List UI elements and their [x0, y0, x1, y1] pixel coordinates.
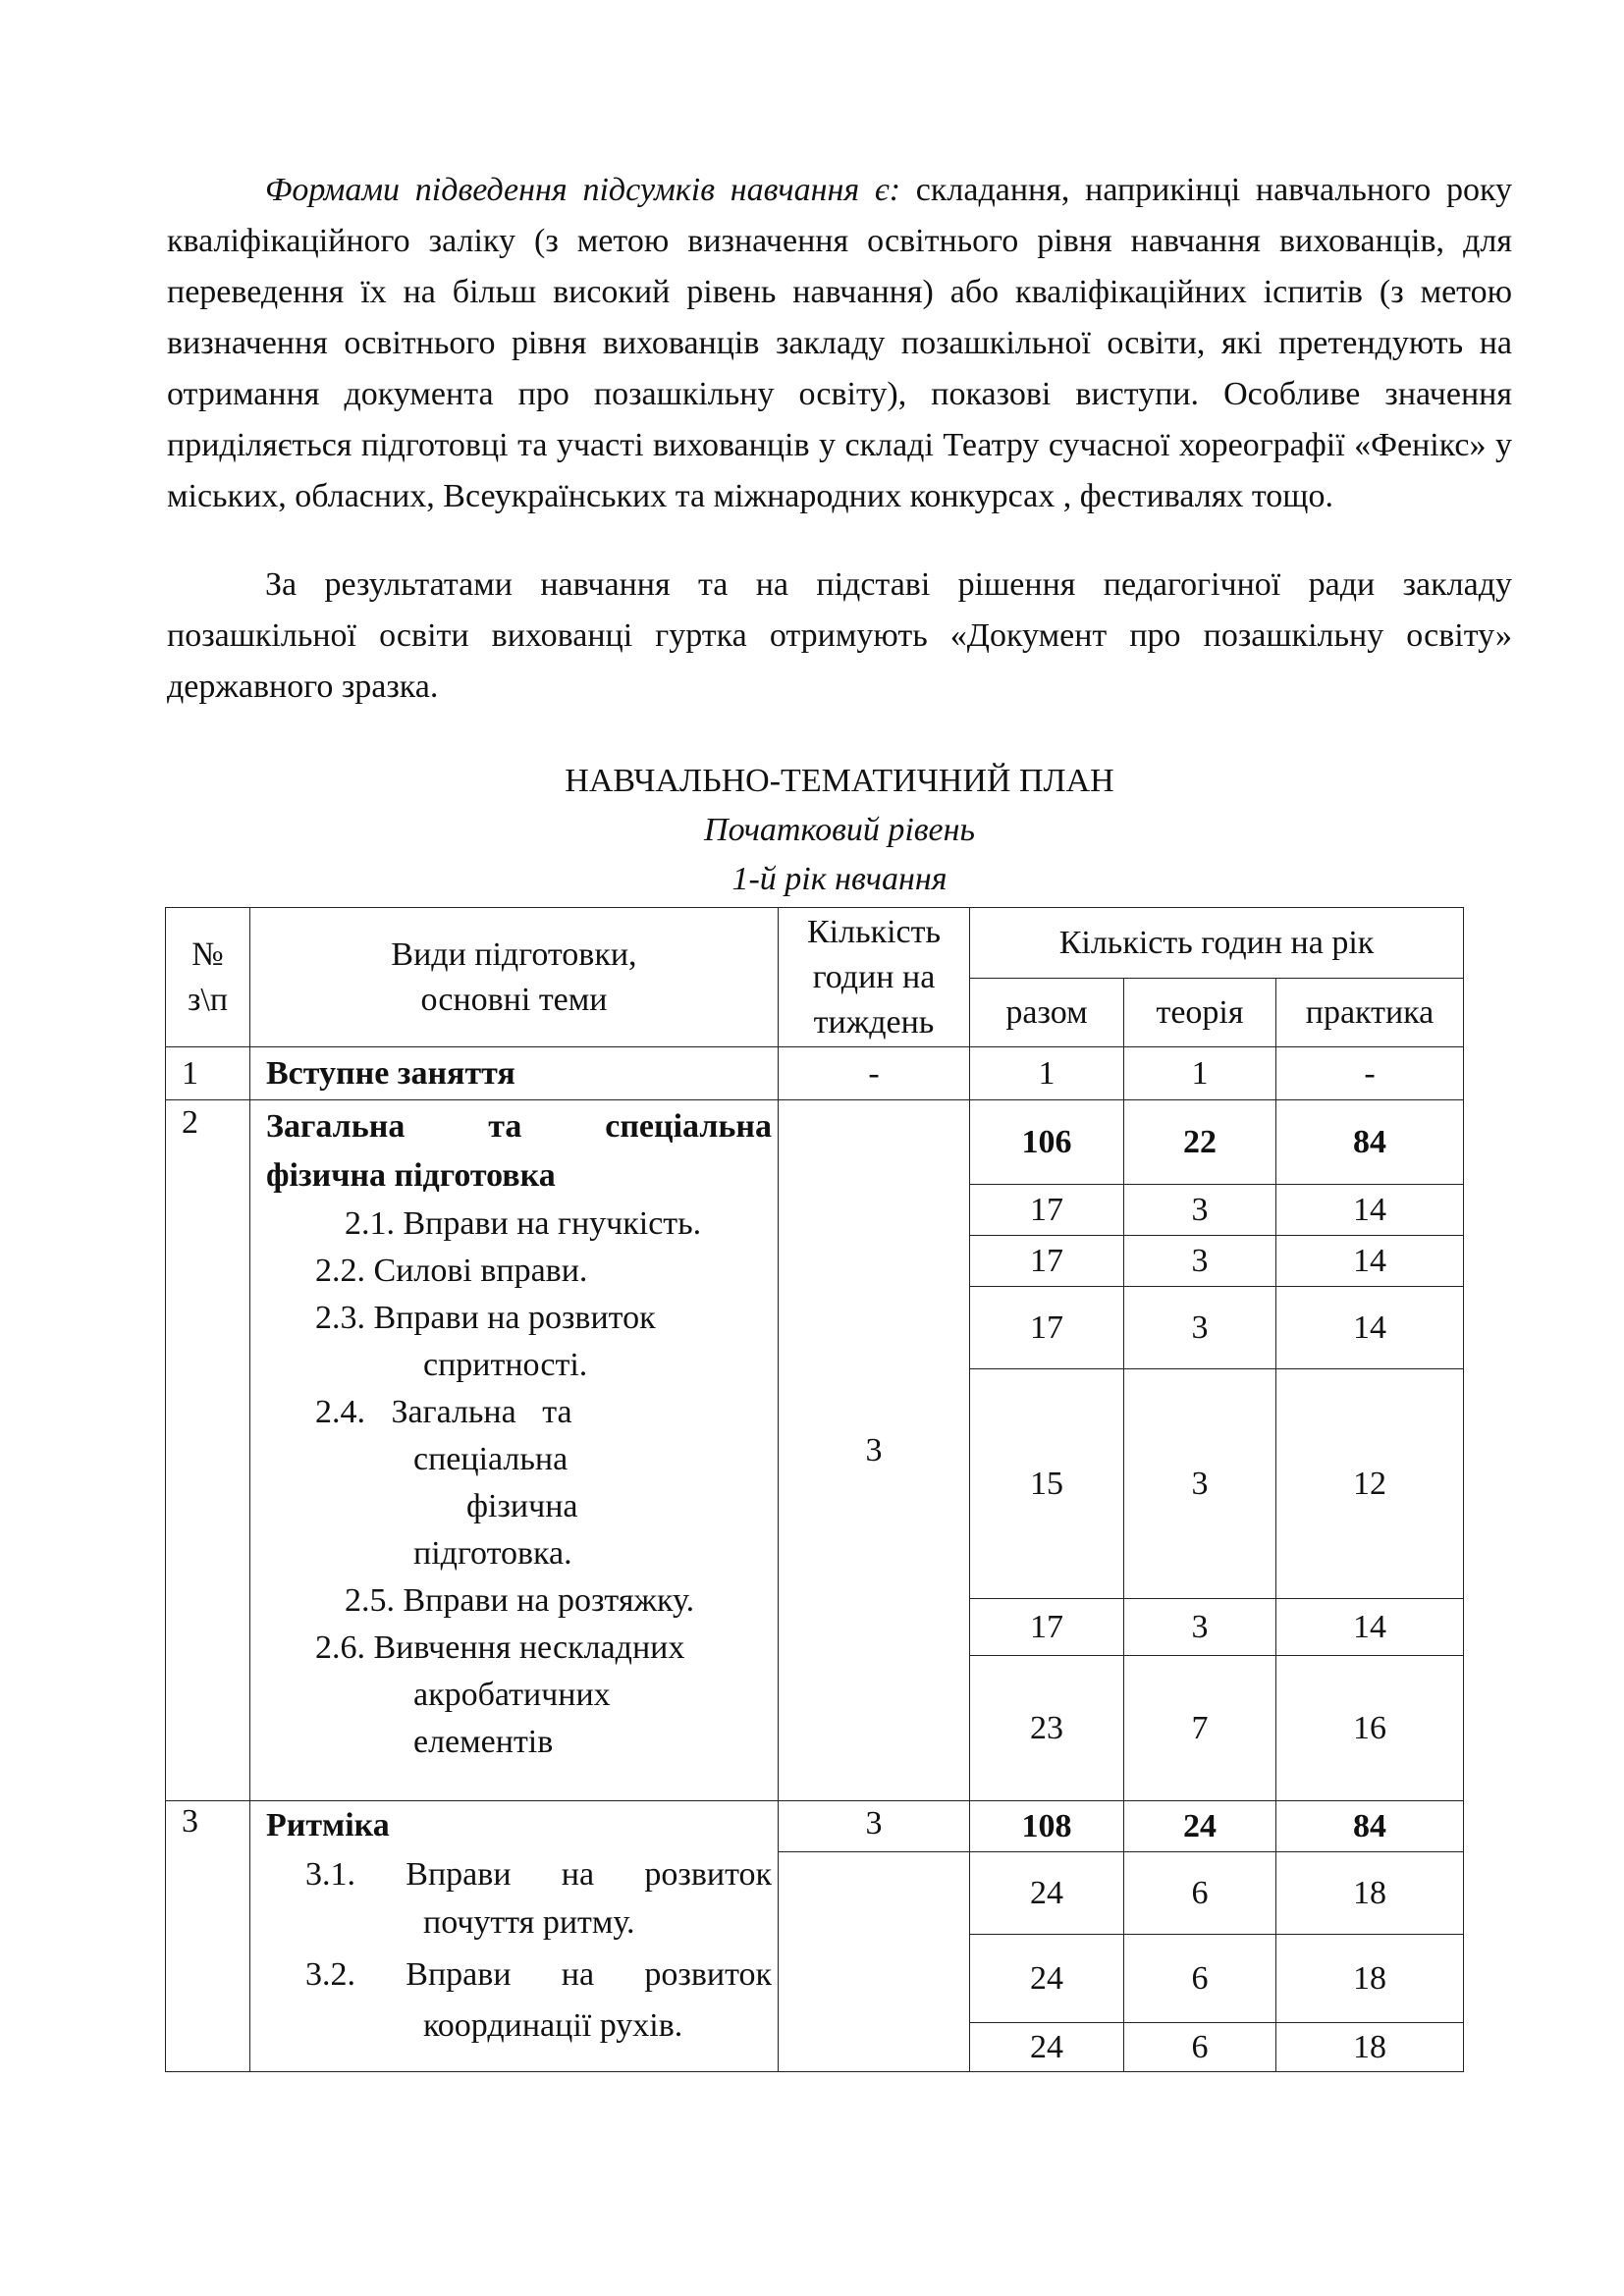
- row-theory: 3: [1124, 1236, 1276, 1287]
- subtopic-3-2: 3.2. Вправи на розвиток: [305, 1956, 772, 1993]
- row-practice: 18: [1276, 1852, 1464, 1935]
- results-lead: Формами підведення підсумків навчання є:: [265, 172, 901, 208]
- row-topic: Вступне заняття: [250, 1047, 779, 1100]
- row-total: 15: [970, 1369, 1124, 1599]
- row-hours-week: 3: [779, 1801, 970, 1852]
- subtopic-2-1: 2.1. Вправи на гнучкість.: [345, 1205, 702, 1242]
- row-total: 24: [970, 2023, 1124, 2072]
- row-theory: 24: [1124, 1801, 1276, 1852]
- row-theory: 1: [1124, 1047, 1276, 1100]
- row-total: 108: [970, 1801, 1124, 1852]
- row-total: 17: [970, 1287, 1124, 1369]
- row-practice: 14: [1276, 1599, 1464, 1656]
- certificate-paragraph: За результатами навчання та на підставі рішення педагогічної ради закладу позашкільної освіти вихованці гуртка отримують «Документ про позашкільну освіту» державного зразка.: [167, 566, 1512, 705]
- thematic-plan-table: [165, 907, 1464, 2072]
- table-header-row: [166, 908, 1464, 979]
- row-total: 24: [970, 1935, 1124, 2023]
- subtopic-2-2: 2.2. Силові вправи.: [315, 1253, 588, 1289]
- header-hours-week: Кількість годин на тиждень: [779, 908, 970, 1047]
- header-hours-year: Кількість годин на рік: [970, 908, 1464, 979]
- row-practice: 84: [1276, 1100, 1464, 1185]
- subtopic-3-1: 3.1. Вправи на розвиток: [305, 1856, 772, 1893]
- row-total: 17: [970, 1599, 1124, 1656]
- row-total: 24: [970, 1852, 1124, 1935]
- header-practice: практика: [1276, 979, 1464, 1047]
- subtopic-2-5: 2.5. Вправи на розтяжку.: [345, 1582, 695, 1619]
- row-theory: 6: [1124, 1852, 1276, 1935]
- section-title: Ритміка 3.1. Вправи на розвиток почуття ритму. 3.2. Вправи на розвиток координації рухів.: [266, 1807, 772, 2044]
- row-total: 1: [970, 1047, 1124, 1100]
- subtopic-2-3: 2.3. Вправи на розвиток: [315, 1300, 656, 1336]
- subtopic-2-4: 2.4. Загальна та: [315, 1394, 572, 1430]
- results-text: складання, наприкінці навчального року кваліфікаційного заліку (з метою визначення освітнього рівня навчання вихованців, для переведення їх на більш високий рівень навчання) або кваліфікаційних іспитів (з метою визначення освітнього рівня вихованців закладу позашкільної освіти, які претендують на отримання документа про позашкільну освіту), показові виступи. Особливе значення приділяється підготовці та участі вихованців у складі Театру сучасної хореографії «Фенікс» у міських, обласних, Всеукраїнських та міжнародних конкурсах , фестивалях тощо.: [167, 172, 1512, 514]
- row-theory: 22: [1124, 1100, 1276, 1185]
- row-practice: -: [1276, 1047, 1464, 1100]
- row-practice: 12: [1276, 1369, 1464, 1599]
- row-practice: 14: [1276, 1236, 1464, 1287]
- row-hours-week: 3: [779, 1100, 970, 1801]
- row-theory: 3: [1124, 1369, 1276, 1599]
- row-number: 2: [166, 1100, 250, 1801]
- row-theory: 3: [1124, 1185, 1276, 1236]
- table-row: [166, 1047, 1464, 1100]
- row-hours-week: -: [779, 1047, 970, 1100]
- row-theory: 3: [1124, 1287, 1276, 1369]
- header-number: № з\п: [166, 908, 250, 1047]
- row-practice: 18: [1276, 1935, 1464, 2023]
- row-total: 23: [970, 1656, 1124, 1801]
- row-theory: 3: [1124, 1599, 1276, 1656]
- row-topic: [250, 1801, 779, 2072]
- row-total: 106: [970, 1100, 1124, 1185]
- results-paragraph: [167, 165, 1512, 522]
- row-practice: 14: [1276, 1185, 1464, 1236]
- row-hours-week-empty: [779, 1852, 970, 2072]
- header-total: разом: [970, 979, 1124, 1047]
- row-practice: 18: [1276, 2023, 1464, 2072]
- row-topic: [250, 1100, 779, 1801]
- row-total: 17: [970, 1236, 1124, 1287]
- row-practice: 14: [1276, 1287, 1464, 1369]
- plan-title: НАВЧАЛЬНО-ТЕМАТИЧНИЙ ПЛАН: [565, 763, 1114, 799]
- row-theory: 6: [1124, 2023, 1276, 2072]
- row-number: 1: [166, 1047, 250, 1100]
- plan-level: Початковий рівень: [704, 812, 975, 848]
- row-theory: 7: [1124, 1656, 1276, 1801]
- table-row: [166, 1100, 1464, 1185]
- section-title: Загальна та спеціальна фізична підготовка 2.1. Вправи на гнучкість. 2.2. Силові вправи. 2.3. Вправи на розвиток спритності. 2.4. Загальна та спеціальна фізична підготовка. 2.5. Вправи на розтяжку. 2.6. Вивчення нескладних акробатичних елементів: [266, 1108, 772, 1760]
- subtopic-2-6: 2.6. Вивчення нескладних: [315, 1629, 685, 1666]
- row-practice: 16: [1276, 1656, 1464, 1801]
- header-theory: теорія: [1124, 979, 1276, 1047]
- plan-year: 1-й рік нвчання: [731, 861, 947, 897]
- row-total: 17: [970, 1185, 1124, 1236]
- header-topic: Види підготовки, основні теми: [250, 908, 779, 1047]
- row-number: 3: [166, 1801, 250, 2072]
- row-theory: 6: [1124, 1935, 1276, 2023]
- row-practice: 84: [1276, 1801, 1464, 1852]
- table-row: [166, 1801, 1464, 1852]
